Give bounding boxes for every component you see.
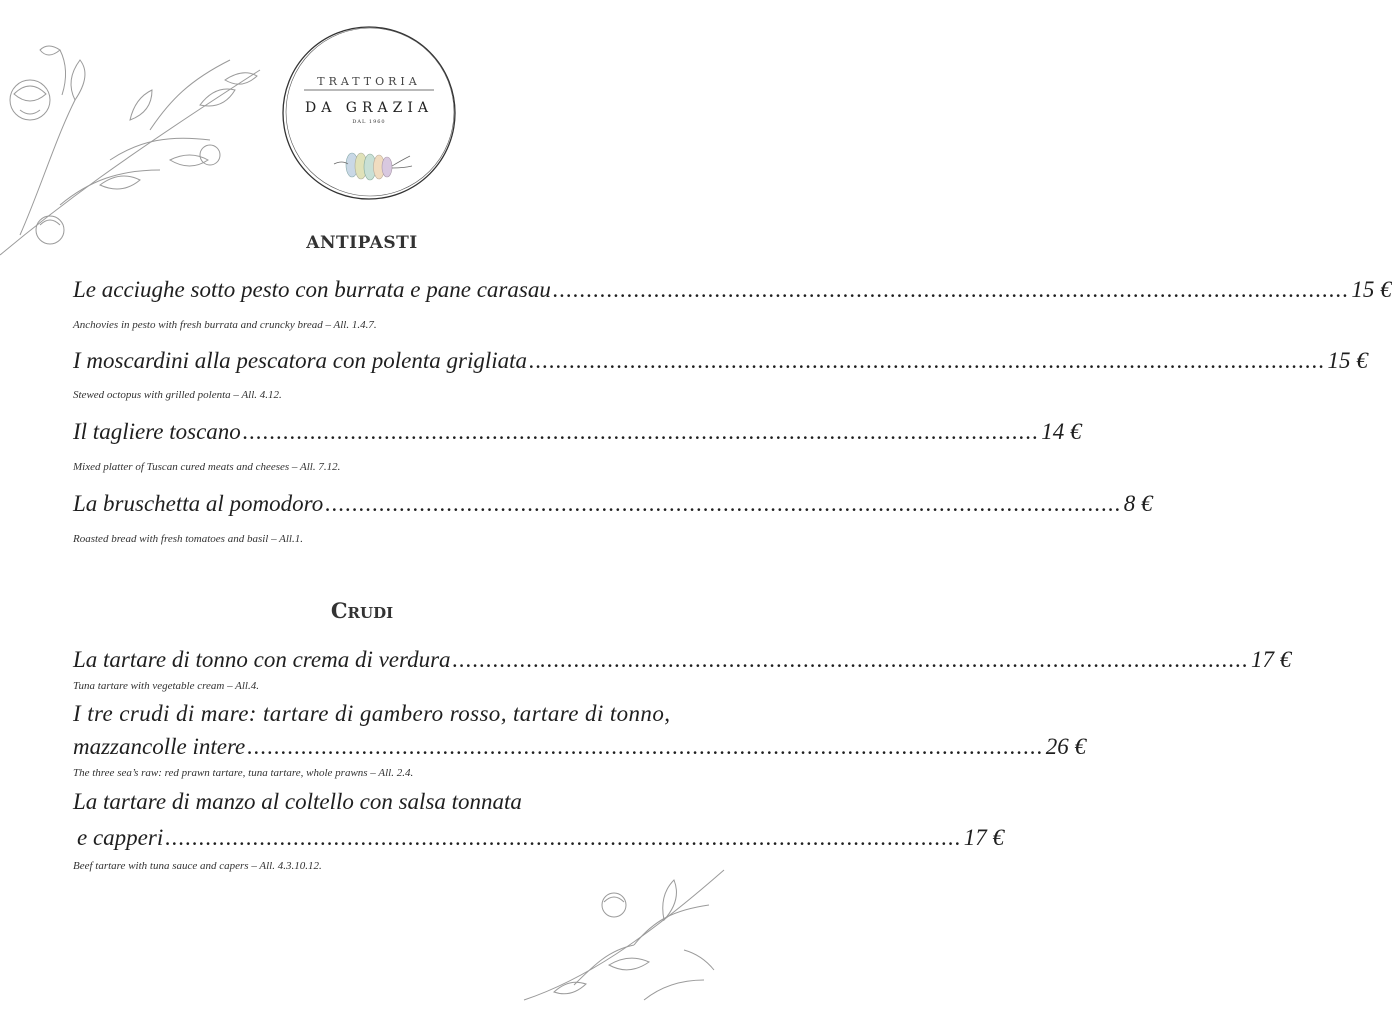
dish-name-line2: mazzancolle intere [73,734,246,759]
menu-item [73,734,1087,760]
dish-name-line2: e capperi [77,825,164,850]
menu-item [73,491,1153,517]
dish-price: 17 € [963,825,1004,850]
dish-description: Roasted bread with fresh tomatoes and basil – All.1. [73,533,303,545]
dish-description: Tuna tartare with vegetable cream – All.4. [73,680,259,692]
dish-description: Stewed octopus with grilled polenta – All. 4.12. [73,389,282,401]
dish-description: Mixed platter of Tuscan cured meats and cheeses – All. 7.12. [73,461,341,473]
dot-leader: ...................................................................................................................... [247,734,1044,759]
dish-name: I moscardini alla pescatora con polenta grigliata [73,348,528,373]
dish-price: 14 € [1041,419,1082,444]
menu-item [77,825,1004,851]
dot-leader: ...................................................................................................................... [552,277,1350,302]
dish-name: Il tagliere toscano [73,419,241,444]
dish-name-line1: I tre crudi di mare: tartare di gambero rosso, tartare di tonno, [73,701,671,726]
dish-price: 15 € [1351,277,1392,302]
dish-description: Beef tartare with tuna sauce and capers – All. 4.3.10.12. [73,860,322,872]
dish-price: 26 € [1045,734,1087,759]
section-title-crudi: Crudi [330,598,394,623]
menu-item [73,277,1392,303]
dot-leader: ...................................................................................................................... [529,348,1326,373]
logo-line-name: DA GRAZIA [305,100,433,116]
dish-description: The three sea’s raw: red prawn tartare, tuna tartare, whole prawns – All. 2.4. [73,767,414,779]
dish-price: 8 € [1123,491,1153,516]
floral-decoration-bottom-right-icon [514,850,724,1024]
pasta-illustration-icon [334,153,412,180]
dish-name: La bruschetta al pomodoro [73,491,324,516]
menu-item [73,647,1292,673]
dish-description: Anchovies in pesto with fresh burrata and cruncky bread – All. 1.4.7. [73,319,377,331]
menu-item [73,419,1082,445]
dish-price: 17 € [1251,647,1292,672]
dish-name: La tartare di tonno con crema di verdura [73,647,451,672]
section-title-antipasti: ANTIPASTI [306,233,418,253]
logo-line-since: DAL 1960 [352,119,386,125]
dot-leader: ...................................................................................................................... [325,491,1122,516]
dish-name-line1: La tartare di manzo al coltello con salsa tonnata [73,789,522,814]
dot-leader: ...................................................................................................................... [452,647,1250,672]
dish-price: 15 € [1327,348,1368,373]
dot-leader: ...................................................................................................................... [242,419,1040,444]
restaurant-logo [274,18,464,208]
menu-item [73,348,1368,374]
dot-leader: ...................................................................................................................... [165,825,962,850]
dish-name: Le acciughe sotto pesto con burrata e pane carasau [73,277,551,302]
logo-line-trattoria: TRATTORIA [317,75,421,88]
